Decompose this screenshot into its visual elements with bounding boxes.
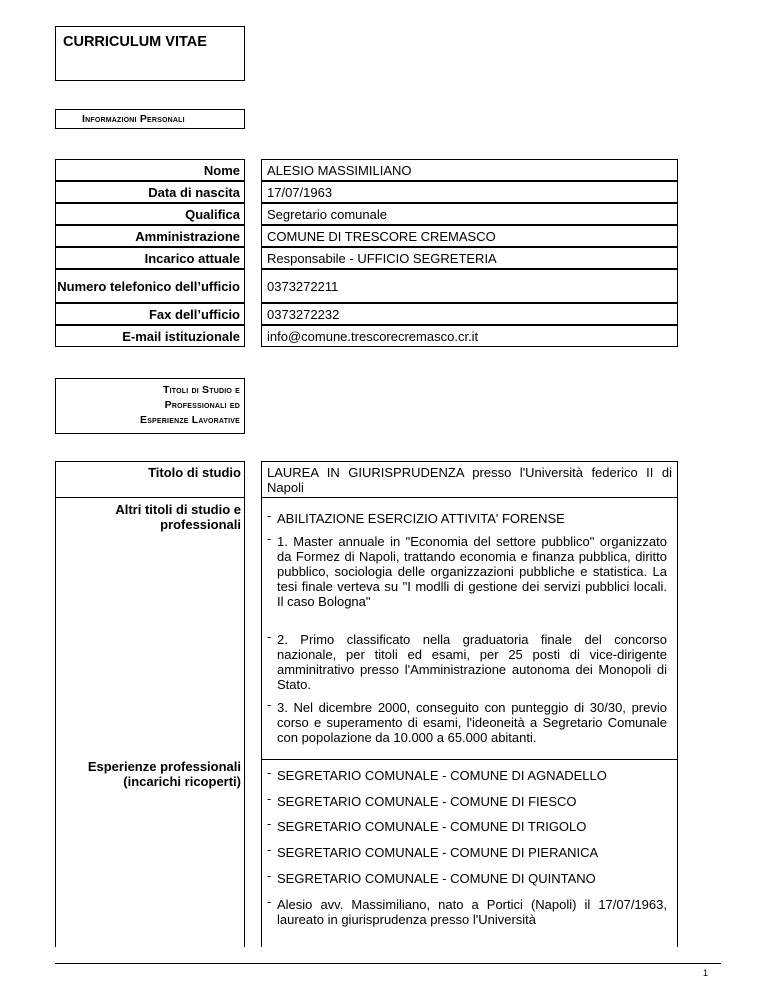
list-item <box>267 697 667 745</box>
section-titles-title <box>140 383 240 428</box>
section-personal-title: Informazioni Personali <box>82 113 185 125</box>
list-item-text: 2. Primo classificato nella graduatoria finale del concorso nazionale, per titoli ed esami, per 25 posti di vice-dirigente amminitrativo presso l'Amministrazione autonoma dei Monopoli di Stato. <box>277 632 667 692</box>
label-data-nascita: Data di nascita <box>55 181 245 203</box>
section-titles-line1: Titoli di Studio e <box>163 384 240 396</box>
bullet-dash: - <box>267 816 272 831</box>
value-qualifica: Segretario comunale <box>261 203 678 225</box>
list-item <box>267 531 667 609</box>
list-item <box>267 868 667 886</box>
bullet-dash: - <box>267 765 272 780</box>
bullet-dash: - <box>267 629 272 644</box>
row-telefono <box>55 269 678 303</box>
row-fax <box>55 303 678 325</box>
value-telefono: 0373272211 <box>261 269 678 303</box>
list-item <box>267 629 667 692</box>
list-item-text: Alesio avv. Massimiliano, nato a Portici (Napoli) il 17/07/1963, laureato in giurisprudenza presso l'Università <box>277 897 667 927</box>
label-amministrazione: Amministrazione <box>55 225 245 247</box>
value-nome: ALESIO MASSIMILIANO <box>261 159 678 181</box>
row-incarico <box>55 247 678 269</box>
label-email: E-mail istituzionale <box>55 325 245 347</box>
value-email: info@comune.trescorecremasco.cr.it <box>261 325 678 347</box>
list-item-text: 1. Master annuale in "Economia del settore pubblico" organizzato da Formez di Napoli, trattando economia e finanza pubblica, diritto pubblico, sociologia delle organizzazioni pubbliche e statistica. La tesi finale verteva su "I modlli di gestione dei servizi pubblici locali. Il caso Bologna" <box>277 534 667 609</box>
section-titles-line2: Professionali ed <box>164 399 240 411</box>
list-item-text: SEGRETARIO COMUNALE - COMUNE DI QUINTANO <box>277 871 596 886</box>
value-titolo-studio: LAUREA IN GIURISPRUDENZA presso l'Università federico II di Napoli <box>267 465 672 495</box>
row-divider <box>55 497 245 498</box>
title-box <box>55 26 245 81</box>
bullet-dash: - <box>267 508 272 523</box>
list-item-text: SEGRETARIO COMUNALE - COMUNE DI AGNADELLO <box>277 768 607 783</box>
bullet-dash: - <box>267 894 272 909</box>
row-amministrazione <box>55 225 678 247</box>
bullet-dash: - <box>267 531 272 546</box>
section-personal-header <box>55 109 245 129</box>
value-fax: 0373272232 <box>261 303 678 325</box>
section-titles-header <box>55 378 245 434</box>
row-divider <box>261 759 678 760</box>
label-altri-titoli: Altri titoli di studio e professionali <box>115 502 241 532</box>
document-title: CURRICULUM VITAE <box>63 34 207 50</box>
page-number: 1 <box>703 968 709 978</box>
list-item <box>267 508 667 526</box>
label-nome: Nome <box>55 159 245 181</box>
list-item-text: 3. Nel dicembre 2000, conseguito con punteggio di 30/30, previo corso e superamento di esami, l'ideoneità a Segretario Comunale con popolazione da 10.000 a 65.000 abitanti. <box>277 700 667 745</box>
label-incarico: Incarico attuale <box>55 247 245 269</box>
bullet-dash: - <box>267 791 272 806</box>
list-item-text: SEGRETARIO COMUNALE - COMUNE DI TRIGOLO <box>277 819 587 834</box>
section-titles-line3: Esperienze Lavorative <box>139 414 240 426</box>
list-item <box>267 791 667 809</box>
education-label-column <box>55 461 245 947</box>
row-data-nascita <box>55 181 678 203</box>
label-fax: Fax dell’ufficio <box>55 303 245 325</box>
bullet-dash: - <box>267 697 272 712</box>
value-incarico: Responsabile - UFFICIO SEGRETERIA <box>261 247 678 269</box>
row-email <box>55 325 678 347</box>
list-item <box>267 842 667 860</box>
label-telefono: Numero telefonico dell’ufficio <box>55 269 245 303</box>
bullet-dash: - <box>267 868 272 883</box>
list-item <box>267 894 667 927</box>
value-amministrazione: COMUNE DI TRESCORE CREMASCO <box>261 225 678 247</box>
value-data-nascita: 17/07/1963 <box>261 181 678 203</box>
bullet-dash: - <box>267 842 272 857</box>
footer-rule <box>55 963 721 964</box>
list-item-text: SEGRETARIO COMUNALE - COMUNE DI PIERANICA <box>277 845 599 860</box>
row-nome <box>55 159 678 181</box>
label-titolo-studio: Titolo di studio <box>148 465 241 480</box>
row-divider <box>261 497 678 498</box>
label-qualifica: Qualifica <box>55 203 245 225</box>
label-esperienze: Esperienze professionali (incarichi ricoperti) <box>87 759 241 789</box>
list-item <box>267 816 667 834</box>
list-item <box>267 765 667 783</box>
list-item-text: SEGRETARIO COMUNALE - COMUNE DI FIESCO <box>277 794 577 809</box>
list-item-text: ABILITAZIONE ESERCIZIO ATTIVITA' FORENSE <box>277 511 565 526</box>
row-qualifica <box>55 203 678 225</box>
